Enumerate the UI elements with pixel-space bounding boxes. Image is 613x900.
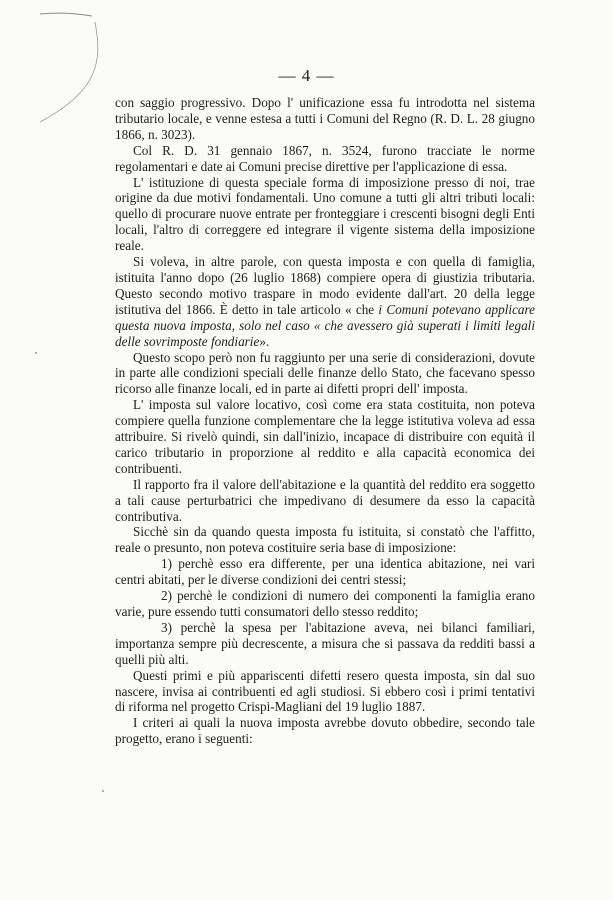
list-item: 1) perchè esso era differente, per una identica abitazione, nei vari centri abitati, per le diverse condizioni dei centri stessi; — [115, 556, 535, 588]
paragraph: Col R. D. 31 gennaio 1867, n. 3524, furono tracciate le norme regolamentari e date ai Comuni precise direttive per l'applicazione di essa. — [115, 142, 535, 174]
paragraph: Questo scopo però non fu raggiunto per una serie di considerazioni, dovute in parte alle condizioni speciali delle finanze dello Stato, che facevano spesso ricorso alle finanze locali, ed in parte ai difetti propri dell' imposta. — [115, 349, 535, 397]
scan-speck — [35, 352, 37, 354]
paragraph: L' istituzione di questa speciale forma di imposizione presso di noi, trae origine da due motivi fondamentali. Uno comune a tutti gli altri tributi locali: quello di procurare nuove entrate per fronteggiare i crescenti bisogni degli Enti locali, l'altro di correggere ed integrare il vigente sistema della imposizione reale. — [115, 174, 535, 254]
list-item: 3) perchè la spesa per l'abitazione aveva, nei bilanci familiari, importanza sempre più decrescente, a misura che si passava da redditi bassi a quelli più alti. — [115, 619, 535, 667]
paragraph: I criteri ai quali la nuova imposta avrebbe dovuto obbedire, secondo tale progetto, erano i seguenti: — [115, 715, 535, 747]
page-number: — 4 — — [278, 66, 335, 85]
italic-quote: i Comuni potevano applicare questa nuova imposta, solo nel caso « che avessero già superati i limiti legali delle sovrimposte fondiarie — [115, 301, 536, 349]
paragraph: Sicchè sin da quando questa imposta fu istituita, si constatò che l'affitto, reale o presunto, non poteva costituire seria base di imposizione: — [115, 524, 535, 556]
paragraph: con saggio progressivo. Dopo l' unificazione essa fu introdotta nel sistema tributario locale, e venne estesa a tutti i Comuni del Regno (R. D. L. 28 giugno 1866, n. 3023). — [115, 95, 535, 142]
paragraph: Questi primi e più appariscenti difetti resero questa imposta, sin dal suo nascere, invisa ai contribuenti ed agli studiosi. Si ebbero così i primi tentativi di riforma nel progetto Crispi-Magliani del 19 luglio 1887. — [115, 667, 535, 715]
paragraph: Il rapporto fra il valore dell'abitazione e la quantità del reddito era soggetto a tali cause perturbatrici che impedivano di desumere da esso la capacità contributiva. — [115, 476, 535, 524]
scan-speck — [102, 790, 104, 792]
paragraph-text: Si voleva, in altre parole, con questa imposta e con quella di famiglia, istituita l'anno dopo (26 luglio 1868) compiere opera di giustizia tributaria. Questo secondo motivo traspare in modo evidente dall'art. 20 della legge istitutiva del 1866. È detto in tale articolo « che — [115, 254, 535, 317]
paragraph-with-quote — [115, 254, 535, 349]
paragraph: L' imposta sul valore locativo, così come era stata costituita, non poteva compiere quella funzione complementare che la legge istitutiva voleva ad essa attribuire. Si rivelò quindi, sin dall'inizio, incapace di distribuire con equità il carico tributario in proporzione al reddito e alla capacità economica dei contribuenti. — [115, 397, 535, 476]
body-text — [115, 95, 535, 747]
list-item: 2) perchè le condizioni di numero dei componenti la famiglia erano varie, pure essendo tutti consumatori dello stesso reddito; — [115, 588, 535, 619]
quote-close: ». — [259, 333, 270, 349]
